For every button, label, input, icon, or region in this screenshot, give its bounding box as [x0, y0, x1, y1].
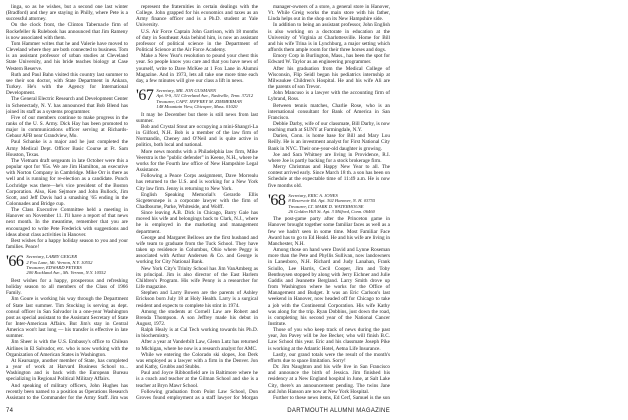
- column-left: [6, 4, 128, 400]
- treasurer-name: Treasurer, EDWARD PETERS: [26, 265, 82, 271]
- paragraph: More news months with a Philadelphia law firm, Mike Veerstra is the "public defender" in Keene, N.H., where he works for the Fourth law office of New Hampshire Legal Assistance.: [136, 148, 258, 174]
- paragraph: While we entering the Colorado ski slopes, Jon Derk was employed as a lawyer with a firm in the Denver. Jon and Kathy, Grubbs and Stubbs.: [136, 351, 258, 371]
- paragraph: Ralph Healy is at Cal Tech working towards his Ph.D. in biochemistry.: [136, 327, 258, 340]
- secretary-name: Secretary, ERIC A. JONES: [288, 192, 338, 198]
- paragraph: Lastly, our grand totals were the result of the month's efforts due to space limitation. Sorry!: [268, 351, 390, 364]
- paragraph: manager-owners of a store, a general store in Hanover, Vt. While Greig works the main store with his father, Linda helps out in the shop on its New Hampshire side.: [268, 4, 390, 23]
- paragraph: Following graduation from Point Law School, Don Groves found employment as a staff lawyer for Morgan: [136, 388, 258, 400]
- class-header-68: [268, 193, 390, 215]
- paragraph: Bob and Crystal Stout are occupying a mini-Shangri-La in Gilford, N.H. Bob is a member of the law firm of Normandin, Cheney and O'Neil and is quite active in politics, both local and national.: [136, 123, 258, 149]
- paragraph: After his graduation from the Medical College of Wisconsin, Flip Seidl began his pediatrics internship at Milwaukee Children's Hospital. He and his wife Ali are the parents of son Trevor.: [268, 65, 390, 91]
- column-right: [268, 4, 390, 400]
- paragraph: Best wishes for a happy, prosperous and refreshing holiday season to all members of the Class of 1966 Family.: [6, 277, 128, 297]
- paragraph: linga, so as he wishes, but a second one last winter (Bradford) and they are staying in Philly, where Pete is a successful attorney.: [6, 4, 128, 23]
- paragraph: Those of you who keep track of news during the past year, Jon Pavey will be Joe Becker, who will finish B.C. Law School this year. Eric and his classmate Joseph Pike is working at the Atlantic Hotel, Aetna Life Insurance.: [268, 327, 390, 352]
- paragraph: English Speaking Memorial's Gerardo Ellis Sicgetersnepe is a corporate lawyer with the firm of Chadbourne, Parke, Whiteside, and Wolff.: [136, 191, 258, 210]
- paragraph: The Vietnam draft sergeants in late October were this a popular spot for '65s. We are Jim Hamilton, an executive with Norton Company in Cambridge. Mike Orr is there as well and is running for re-election as a candidate. Punch Lochridge was there—he's vice president of the Boston Corporation. Also, Ken Sejmore and John Bullock, Jim Scott, and Jeff Davis had a smashing '65 ending in the Colonnades and Bridge cup.: [6, 157, 128, 207]
- paragraph: On the clock front, the Clinton Tabernacle firm of Rockefeller & Rulebook has announced that Jim Rameny is now associated with them.: [6, 22, 128, 41]
- class-contacts: [156, 88, 253, 110]
- paragraph: Since leaving A.B. Dick in Chicago, Barry Gale has moved his wife and belongings back to Clark, N.J., where he is employed in the marketing and management department.: [136, 210, 258, 235]
- paragraph: New York City's Trinity School has Jim VanAmberg as its principal. Jim is also director of the East Harlem Children's Program. His wife Penny is a researcher for Life magazine.: [136, 265, 258, 291]
- left-top-text: [6, 4, 128, 250]
- magazine-title: DARTMOUTH ALUMNI MAGAZINE: [287, 408, 390, 414]
- paragraph: Further to these news items, Ed Cerf, Samuel is the son: [273, 394, 390, 400]
- class-contacts: [288, 193, 375, 215]
- paragraph: Jim Goure is working his way through the Department of State last summer. Tim Stocking is serving as dept. consul officer in San Salvador in a one-year Washington post as special assistant to the Assistant Secretary of State for Inter-American Affairs. But Jim's stay in Central America won't last long — his transfer is effective in late summer.: [6, 296, 128, 340]
- mid-bottom-text: [136, 112, 258, 400]
- class-contacts: [26, 254, 105, 276]
- paragraph: Make a New Year's resolution to pound your chest this year. So people know you care and that you have news of yourself, write to Dave McKee at 1 Fox Lane in Alumni Magazine. And in 1973, lets all take one more time each day, a few minutes will give our class a lift in news.: [136, 53, 258, 84]
- page-footer: [6, 408, 390, 414]
- paragraph: John Mancuso is a lawyer with the accounting firm of Lybrand, Ross.: [268, 90, 390, 103]
- paragraph: After a year at Vanderbilt Law, Glenn Lutz has returned to Michigan, where he now is a research analyst for AMC.: [136, 339, 258, 352]
- paragraph: George and Margaret Bellows are the first husband and wife team to graduate from the Tuck School. They have taken up residence in Columbus, Ohio where Peggy is associated with Arthur Andersen & Co. and George is working for City National Bank.: [136, 234, 258, 266]
- paragraph: In addition to being an assistant professor, John English is also working on a doctorate in education at the University of Virginia at Charlottesville. Home for Bill and his wife Trina is in Lynchburg, a major setting which affords them ample room for their three horses and dogs.: [268, 22, 390, 54]
- paragraph: And speaking of military officers, John Hughes has recently been named to a position as Operations Research Assistant to the Commander for the Army Staff. Jim was: [6, 382, 128, 400]
- paragraph: Emory Corp in Burlington, Mass., has been the spot for Edward W. Taylor as an engineering programmer.: [268, 53, 390, 66]
- class-year: '68: [268, 191, 286, 209]
- paragraph: Best wishes for a happy holiday season to you and your families. Peace!: [6, 237, 128, 251]
- class-header-66: [6, 254, 128, 276]
- paragraph: U.S. Air Force Captain John Garrison, with 18 months of duty in Southeast Asia behind him, is now an assistant professor of political science in the Department of Political Science at the Air Force Academy.: [136, 28, 258, 54]
- paragraph: At Kearsarge, another member of State, has completed a year of work at Harvard Business School to... Washington and is back with the European Bureau specializing in Regional Political Military Affairs.: [6, 357, 128, 383]
- mid-top-text: [136, 4, 258, 84]
- class-year: '66: [6, 253, 24, 271]
- paragraph: Paul and Joyce Ribbonfield are in Baltimore where he is a coach and teacher at the Gilman School and she is a teacher at Bryn Mawr School.: [136, 370, 258, 389]
- secretary-address: 2 Fox Lane, Mt. Vernon, N.Y. 10552: [26, 259, 93, 265]
- paragraph: Merry Christmas and Happy New Year to all. The contest arrived early. Since March 18 th. a son has been on Schedule at the expectable time of 11:49 a.m. He is now five months old.: [268, 164, 390, 189]
- paragraph: Jim Sheer is with the U.S. Embassy's office to Chilean Airlines in El Salvador, etc. who is now working with the Organization of American States in Washington.: [6, 339, 128, 358]
- treasurer-name: Treasurer, CAPT. JEFFREY M. ZIMMERMAN: [156, 98, 243, 104]
- class-header-67: [136, 88, 258, 110]
- paragraph: Debbie Darby, wife of our classmate, Bill Darby, is now teaching math at SUNY at Farmingdale, N.Y.: [268, 120, 390, 134]
- paragraph: Ruth and Paul Bahn visited this country last summer to see their son doctor, with State Department in Ankara, Turkey. He's with the Agency for International Development.: [6, 71, 128, 97]
- paragraph: Dr. Jim Naughton and his wife live in San Francisco and announce the birth of Jessica. Jim finished his residency at a New England hospital in June, at Salt Lake City, there's an announcement pending. The twins Jane and John Hanson are now at New York Hospital.: [268, 364, 390, 395]
- paragraph: Tom Hammer writes that he and Valerie have moved to Cleveland where they are both connected to business. Tom is an assistant professor of urban studies at Cleveland State University, and his bride teaches biology at Case Western Reserve.: [6, 40, 128, 72]
- right-bottom-text: [268, 216, 390, 400]
- treasurer-address: 148 Mountain View, Chicopee, Mass. 01020: [156, 104, 238, 110]
- class-year: '67: [136, 87, 154, 105]
- secretary-name: Secretary, LARRY GEIGER: [26, 254, 78, 260]
- column-middle: [136, 4, 258, 400]
- paragraph: The post-game party after the Princeton game in Hanover brought together some familiar faces as well as a few we hadn't seen in some time. Most Familiar Face Award has to go to Ed Heald. He and his wife are living in Manchester, N.H.: [268, 216, 390, 247]
- treasurer-address: 200 Rockland Ave., Mt. Vernon, N.Y. 10552: [26, 270, 106, 276]
- page-number: 74: [6, 408, 14, 414]
- paragraph: Between tennis matches, Charlie Rose, who is an international consultant for Bank of America in San Francisco.: [268, 102, 390, 121]
- paragraph: Darien, Conn. is home base for Bill and Mary Lou Reilly. He is an investment analyst for First National City Bank in NYC. Their one-year-old daughter is growing.: [268, 133, 390, 152]
- left-bottom-text: [6, 278, 128, 400]
- secretary-name: Secretary, MR. JON GUSMANN: [156, 88, 217, 94]
- paragraph: Among those on hand were David and Lynne Roseman more than the Pete and Phyllis Sullivan, now landowners in Lanesboro, N.H. Richard and Judy Lanahan, Frank Sciullo, Lee Harris, Cecil Cooper, Jim and Toby Benthuysen stopped by along with Jerry Eichner and Julie Gaddis and Jeannette Bergland. Larry Smith drove up from Washington where he works for the Office of Management and Budget. It was an Eric Carlson's last weekend in Hanover, now headed off for Chicago to take a job with the Continental Corporation. His wife Kathy was along for the trip. Ryan Dobbins, just down the road, is completing his second year of the National Cancer Institute.: [268, 247, 390, 327]
- paragraph: Stephen and Larry Bowen are the parents of Ashley Erickson born July 18 at Holy Health. Larry is a surgical resident and expects to complete his stint in 1974.: [136, 290, 258, 309]
- paragraph: represent the fraternities in certain dealings with the College. John grapped for his economics and taxes as an Army finance officer and is a Ph.D. student at Yale University.: [136, 4, 258, 29]
- paragraph: Five of our members continue to make progress in the ranks of the U. S. Army. Dick Hay has been promoted to major in communications officer serving at Richards-Gebaur AFB near Grandview, Mo.: [6, 114, 128, 140]
- paragraph: Among the students at Cornell Law are Robert and Brenda Thompson. A son Jeffrey made his debut in August, 1972.: [136, 308, 258, 327]
- paragraph: Joe and Sara Whitney are living in Providence, R.I. where Joe is partly backing for a stock brokerage firm.: [268, 151, 390, 164]
- right-top-text: [268, 4, 390, 189]
- secretary-address: 8 Reservoir Rd. Apt. 302 Hanover, N. H. 03755: [288, 198, 376, 204]
- secretary-address: Apt. 9-S, 311 Cleveland Ave., Nashville, Tenn. 37212: [156, 93, 254, 99]
- paragraph: Following a Peace Corps assignment, Dave Morrealu has returned to the U.S. and is working for a New York City law firm. Jenny is returning to New York.: [136, 173, 258, 192]
- paragraph: Paul Schanke is a major and he just completed the Army Medical Dept. Officer Basic Course at Ft. Sam Houston, Texas.: [6, 139, 128, 158]
- treasurer-address: 26 Golden Hill St. Apt. 3 Milford, Conn. 06460: [288, 208, 375, 214]
- paragraph: The General Electric Research and Development Center in Schenectady, N. Y. has announced that Bob Blend has joined its staff as a systems programmer.: [6, 96, 128, 115]
- paragraph: The Class Executive Committee held a meeting in Hanover on November 11. I'll have a report of that news next month. In the meantime, remember that you are encouraged to write Pete Frederick with suggestions and ideas about class activities in Hanover.: [6, 207, 128, 238]
- treasurer-name: Treasurer, LT. MARK D. WATERHOUSE: [288, 203, 364, 209]
- paragraph: It may be December but there is still news from last summer.: [136, 111, 258, 124]
